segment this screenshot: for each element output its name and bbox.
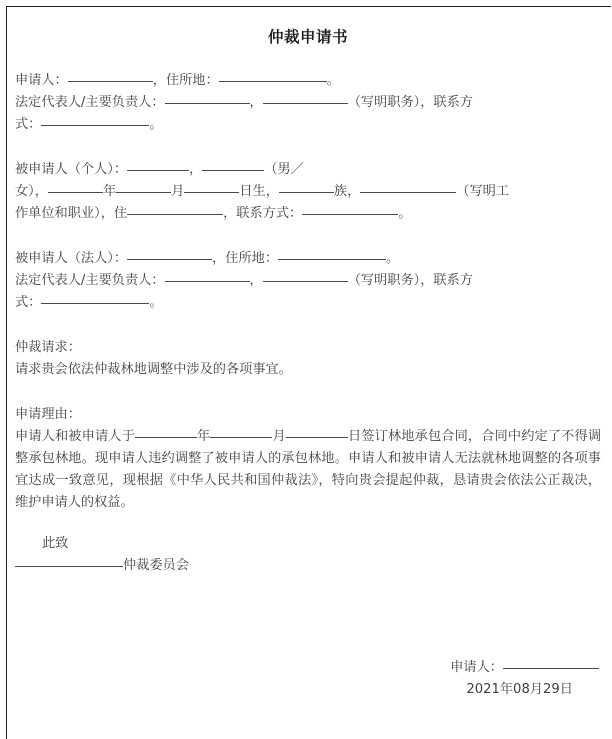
- document-frame: [6, 6, 611, 739]
- applicant-line-1: [15, 70, 601, 92]
- respondent-legal-address-label: ，住所地：: [212, 250, 279, 266]
- spacer: [15, 314, 601, 337]
- respondent-legal-contact-label: 式：: [15, 294, 42, 310]
- respondent-employer-note: （写明工: [456, 183, 510, 199]
- signature-blank[interactable]: [503, 657, 599, 669]
- respondent-employer-blank[interactable]: [360, 181, 456, 193]
- applicant-address-label: ，住所地：: [152, 72, 219, 88]
- claim-heading: 仲裁请求：: [15, 339, 81, 355]
- committee-name-blank[interactable]: [15, 555, 123, 567]
- applicant-rep-label: 法定代表人/主要负责人：: [15, 94, 165, 110]
- respondent-individual-gender-blank[interactable]: [202, 159, 264, 171]
- month-label: 月: [171, 183, 185, 199]
- applicant-rep-title-blank[interactable]: [263, 92, 348, 104]
- spacer: [15, 136, 601, 159]
- respondent-ethnicity-blank[interactable]: [279, 181, 334, 193]
- respondent-individual-label: 被申请人（个人）：: [15, 161, 128, 177]
- respondent-individual-name-blank[interactable]: [127, 159, 189, 171]
- closing-section: [15, 533, 601, 577]
- applicant-contact-blank[interactable]: [41, 114, 149, 126]
- respondent-contact-label: ，联系方式：: [223, 205, 303, 221]
- spacer: [15, 514, 601, 533]
- respondent-legal-line-2: [15, 270, 601, 292]
- contract-month-label: 月: [272, 428, 286, 444]
- applicant-rep-name-blank[interactable]: [165, 92, 250, 104]
- respondent-legal-label: 被申请人（法人）：: [15, 250, 128, 266]
- respondent-legal-address-blank[interactable]: [278, 248, 386, 260]
- applicant-line-2: [15, 92, 601, 114]
- year-label: 年: [102, 183, 117, 199]
- applicant-name-blank[interactable]: [68, 70, 153, 82]
- respondent-gender-note: （男／: [264, 161, 304, 177]
- respondent-legal-contact-blank[interactable]: [41, 292, 149, 304]
- respondent-birth-month-blank[interactable]: [116, 181, 171, 193]
- applicant-rep-note: （写明职务），联系方: [347, 94, 473, 110]
- spacer: [15, 381, 601, 404]
- spacer: [15, 617, 601, 657]
- respondent-legal-line-3: [15, 292, 601, 314]
- spacer: [15, 47, 601, 70]
- signature-block: [15, 657, 601, 701]
- applicant-rep-comma: ，: [249, 94, 263, 110]
- claim-body: 请求贵会依法仲裁林地调整中涉及的各项事宜。: [15, 361, 292, 377]
- respondent-legal-line3-period: 。: [149, 294, 163, 310]
- respondent-individual-line-1: [15, 159, 601, 181]
- day-born-label: 日生，: [239, 183, 279, 199]
- respondent-legal-rep-comma: ，: [249, 272, 263, 288]
- respondent-legal-rep-note: （写明职务），联系方: [347, 272, 473, 288]
- respondent-legal-rep-title-blank[interactable]: [263, 270, 348, 282]
- respondent-legal-line1-period: 。: [386, 250, 400, 266]
- reason-body-prefix: 申请人和被申请人于: [15, 428, 135, 444]
- contract-year-blank[interactable]: [135, 426, 197, 438]
- closing-committee-line: [15, 555, 601, 577]
- applicant-line1-period: 。: [326, 72, 340, 88]
- respondent-individual-line-2: [15, 181, 601, 203]
- signature-line: [15, 657, 599, 679]
- respondent-gender-cont: 女），: [15, 183, 48, 199]
- ethnicity-label: 族，: [333, 183, 361, 199]
- applicant-line3-period: 。: [149, 116, 163, 132]
- applicant-contact-label: 式：: [15, 116, 42, 132]
- respondent-line3-period: 。: [398, 205, 412, 221]
- document-body: [7, 28, 611, 701]
- respondent-legal-line-1: [15, 248, 601, 270]
- reason-section: [15, 404, 601, 514]
- respondent-birth-year-blank[interactable]: [48, 181, 103, 193]
- closing-salutation: 此致: [42, 535, 69, 551]
- signature-label: 申请人：: [450, 659, 503, 675]
- contract-year-label: 年: [196, 428, 211, 444]
- respondent-individual-comma: ，: [189, 161, 203, 177]
- respondent-legal-rep-label: 法定代表人/主要负责人：: [15, 272, 165, 288]
- applicant-line-3: [15, 114, 601, 136]
- applicant-block: [15, 70, 601, 136]
- respondent-contact-blank[interactable]: [302, 203, 398, 215]
- spacer: [15, 225, 601, 248]
- respondent-legal-rep-name-blank[interactable]: [165, 270, 250, 282]
- claim-section: [15, 337, 601, 381]
- reason-body-rest: 日签订林地承包合同，合同中约定了不得调整承包林地。现申请人违约调整了被申请人的承包林地。申请人和被申请人无法就林地调整的各项事宜达成一致意见，现根据《中华人民共和国仲裁法》，特向贵会提起仲裁，恳请贵会依法公正裁决，维护申请人的权益。: [15, 428, 602, 510]
- respondent-legal-name-blank[interactable]: [127, 248, 212, 260]
- respondent-residence-blank[interactable]: [127, 203, 223, 215]
- page-title: 仲裁申请书: [267, 28, 348, 46]
- reason-heading: 申请理由：: [15, 406, 81, 422]
- applicant-label: 申请人：: [15, 72, 68, 88]
- respondent-residence-label: 作单位和职业），住: [15, 205, 128, 221]
- respondent-birth-day-blank[interactable]: [184, 181, 239, 193]
- contract-day-blank[interactable]: [286, 426, 348, 438]
- respondent-individual-block: [15, 159, 601, 225]
- spacer: [15, 577, 601, 617]
- signature-date: 2021年08月29日: [466, 681, 573, 697]
- contract-month-blank[interactable]: [210, 426, 272, 438]
- reason-body: [15, 426, 601, 514]
- committee-suffix: 仲裁委员会: [123, 557, 189, 573]
- respondent-individual-line-3: [15, 203, 601, 225]
- respondent-legal-block: [15, 248, 601, 314]
- applicant-address-blank[interactable]: [219, 70, 327, 82]
